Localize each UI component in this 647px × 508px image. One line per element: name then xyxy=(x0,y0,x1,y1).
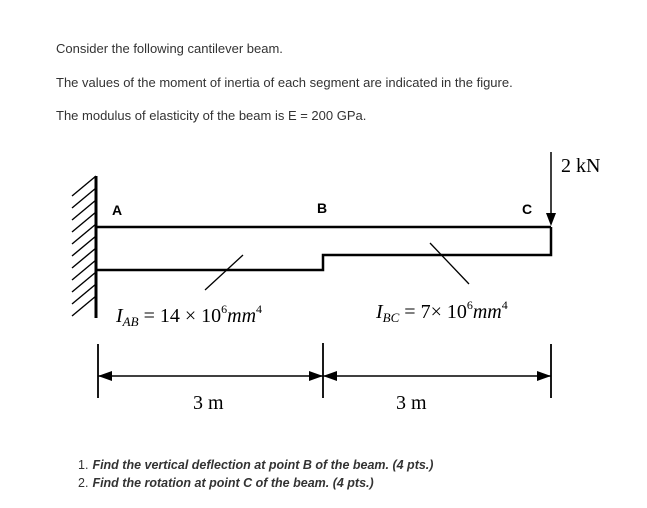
inertia-ab-label: $I_{AB} = 14 \times 10^6mm^4$ xyxy=(116,302,263,329)
point-a-label: A xyxy=(112,202,123,218)
question-item xyxy=(78,456,433,474)
inertia-bc-label: $I_{BC} = 7\times 10^6mm^4$ xyxy=(376,298,508,325)
question-number: 2. xyxy=(78,476,89,490)
leader-line-bc xyxy=(430,243,469,284)
point-b-label: B xyxy=(317,200,328,216)
question-item xyxy=(78,474,433,492)
beam xyxy=(96,227,551,270)
fixed-support xyxy=(72,176,96,318)
question-number: 1. xyxy=(78,458,89,472)
intro-line-3: The modulus of elasticity of the beam is E = 200 GPa. xyxy=(56,108,367,123)
question-list xyxy=(78,456,433,492)
length-ab-label: 3 m xyxy=(193,392,224,414)
load-arrow xyxy=(546,152,556,226)
length-bc-label: 3 m xyxy=(396,392,427,414)
question-text: Find the rotation at point C of the beam. (4 pts.) xyxy=(92,476,374,490)
leader-line-ab xyxy=(205,255,243,290)
load-label: 2 kN xyxy=(561,155,601,177)
point-c-label: C xyxy=(522,201,533,217)
question-text: Find the vertical deflection at point B of the beam. (4 pts.) xyxy=(92,458,434,472)
intro-line-1: Consider the following cantilever beam. xyxy=(56,41,283,56)
intro-line-2: The values of the moment of inertia of each segment are indicated in the figure. xyxy=(56,75,513,90)
dimension-line xyxy=(98,343,551,398)
